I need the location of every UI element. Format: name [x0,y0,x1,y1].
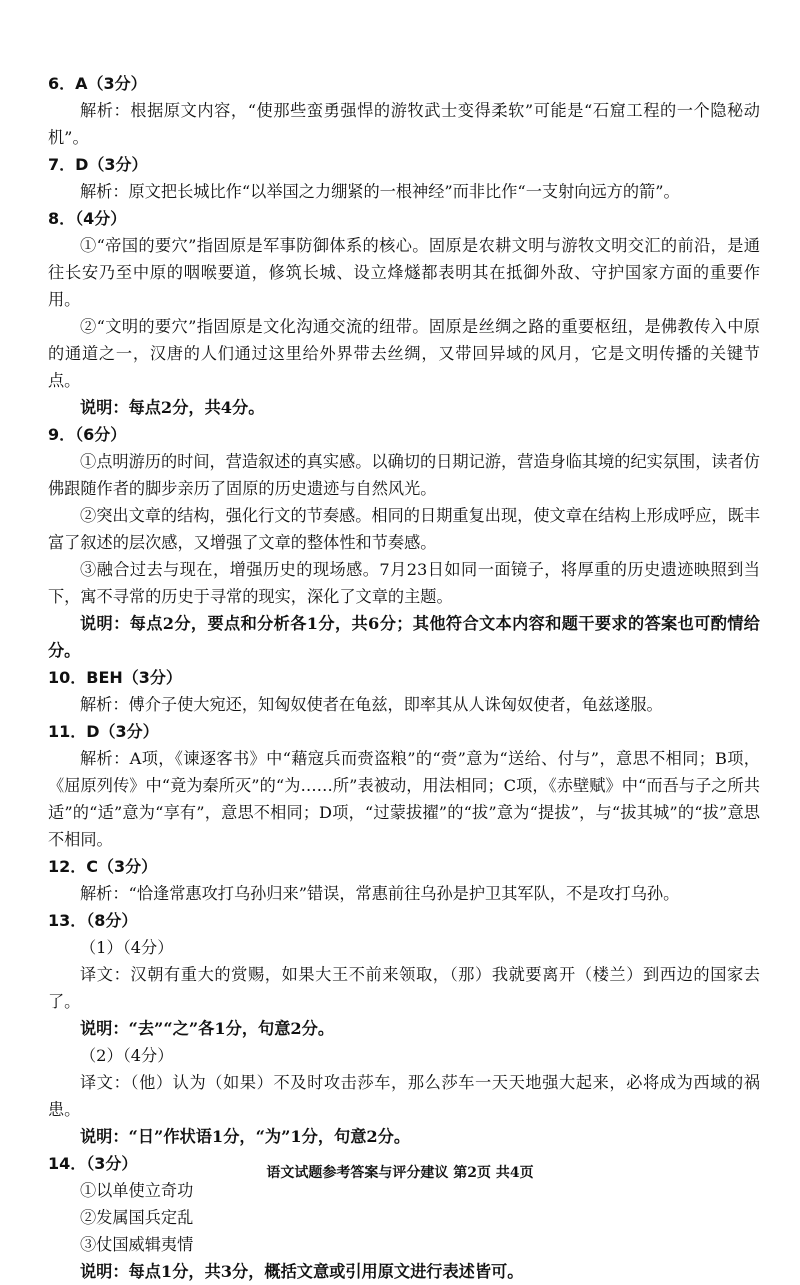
q13-sub2-translation: 译文：（他）认为（如果）不及时攻击莎车，那么莎车一天天地强大起来，必将成为西域的祸患。 [48,1073,760,1119]
q6-explanation: 解析：根据原文内容，“使那些蛮勇强悍的游牧武士变得柔软”可能是“石窟工程的一个隐秘动机”。 [48,101,760,147]
q13-sub1-heading: （1）（4分） [80,938,174,957]
q8-scoring-note: 说明：每点2分，共4分。 [80,398,265,417]
q10-explanation: 解析：傅介子使大宛还，知匈奴使者在龟兹，即率其从人诛匈奴使者，龟兹遂服。 [80,695,663,714]
q11-explanation: 解析：A项，《谏逐客书》中“藉寇兵而赍盗粮”的“赍”意为“送给、付与”，意思不相同；B项，《屈原列传》中“竟为秦所灭”的“为……所”表被动，用法相同；C项，《赤壁赋》中“而吾与子之所共适”的“适”意为“享有”，意思不相同；D项，“过蒙拔擢”的“拔”意为“提拔”，与“拔其城”的“拔”意思不相同。 [48,749,760,849]
q12-explanation: 解析：“恰逢常惠攻打乌孙归来”错误，常惠前往乌孙是护卫其军队，不是攻打乌孙。 [80,884,680,903]
q13-sub1-translation: 译文：汉朝有重大的赏赐，如果大王不前来领取，（那）我就要离开（楼兰）到西边的国家去了。 [48,965,760,1011]
q7-heading: 7．D（3分） [48,155,148,174]
q8-heading: 8．（4分） [48,209,127,228]
q14-answer-3: ③仗国威辑夷情 [80,1235,194,1254]
q8-point-1: ①“帝国的要穴”指固原是军事防御体系的核心。固原是农耕文明与游牧文明交汇的前沿，是通往长安乃至中原的咽喉要道，修筑长城、设立烽燧都表明其在抵御外敌、守护国家方面的重要作用。 [48,236,760,309]
q13-sub2-note: 说明：“日”作状语1分，“为”1分，句意2分。 [80,1127,411,1146]
q14-answer-1: ①以单使立奇功 [80,1181,194,1200]
q9-point-3: ③融合过去与现在，增强历史的现场感。7月23日如同一面镜子，将厚重的历史遗迹映照到当下，寓不寻常的历史于寻常的现实，深化了文章的主题。 [48,560,760,606]
q11-heading: 11．D（3分） [48,722,159,741]
q13-heading: 13．（8分） [48,911,138,930]
q6-heading: 6．A（3分） [48,74,147,93]
q14-answer-2: ②发属国兵定乱 [80,1208,194,1227]
q9-scoring-note: 说明：每点2分，要点和分析各1分，共6分；其他符合文本内容和题干要求的答案也可酌情给分。 [48,614,760,660]
q10-heading: 10．BEH（3分） [48,668,182,687]
page-footer: 语文试题参考答案与评分建议 第2页 共4页 [266,1165,534,1181]
q12-heading: 12．C（3分） [48,857,158,876]
q14-heading: 14．（3分） [48,1154,138,1173]
q13-sub2-heading: （2）（4分） [80,1046,174,1065]
q9-point-2: ②突出文章的结构，强化行文的节奏感。相同的日期重复出现，使文章在结构上形成呼应，既丰富了叙述的层次感，又增强了文章的整体性和节奏感。 [48,506,760,552]
answer-page [48,70,760,1285]
q13-sub1-note: 说明：“去”“之”各1分，句意2分。 [80,1019,335,1038]
q14-scoring-note: 说明：每点1分，共3分，概括文意或引用原文进行表述皆可。 [80,1262,524,1281]
q9-heading: 9．（6分） [48,425,127,444]
q9-point-1: ①点明游历的时间，营造叙述的真实感。以确切的日期记游，营造身临其境的纪实氛围，读者仿佛跟随作者的脚步亲历了固原的历史遗迹与自然风光。 [48,452,760,498]
q8-point-2: ②“文明的要穴”指固原是文化沟通交流的纽带。固原是丝绸之路的重要枢纽，是佛教传入中原的通道之一，汉唐的人们通过这里给外界带去丝绸，又带回异域的风月，它是文明传播的关键节点。 [48,317,760,390]
q7-explanation: 解析：原文把长城比作“以举国之力绷紧的一根神经”而非比作“一支射向远方的箭”。 [80,182,680,201]
